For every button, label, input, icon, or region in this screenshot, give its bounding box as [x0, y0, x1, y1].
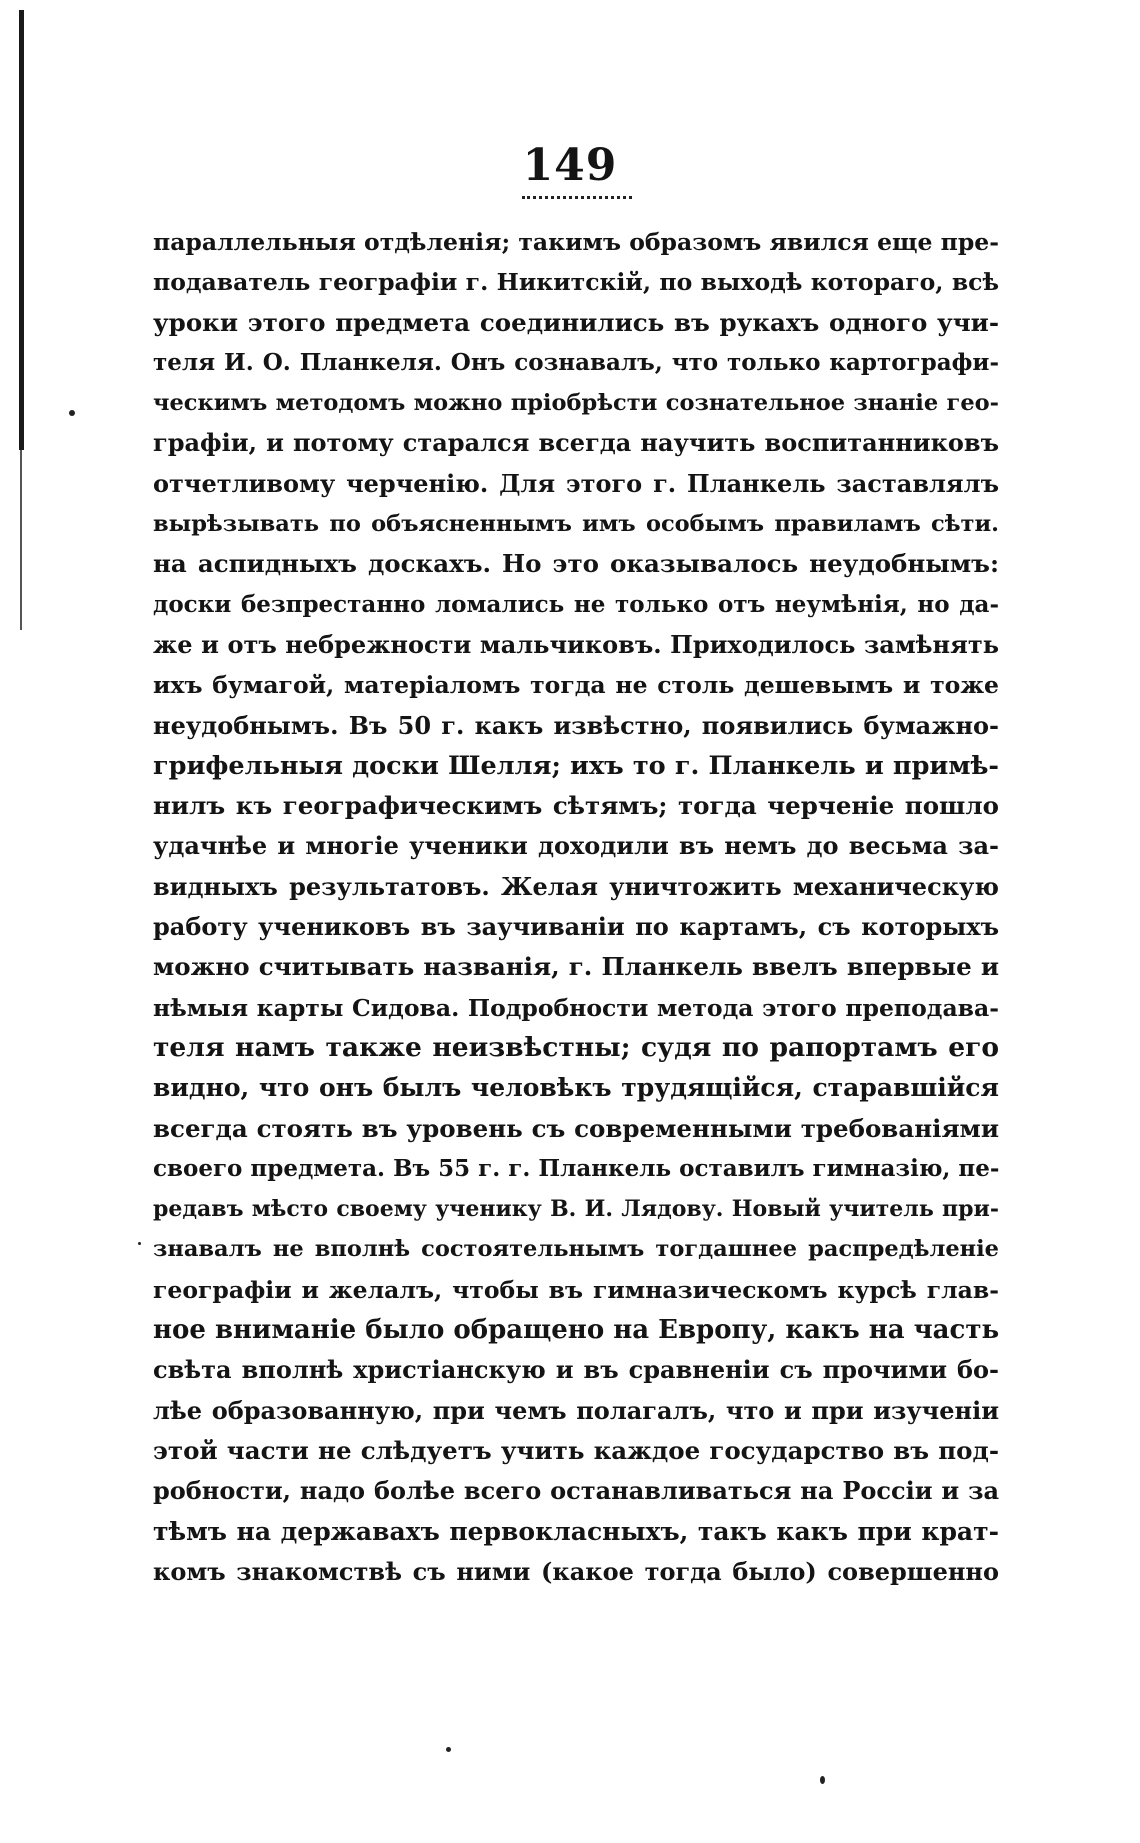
- text-line: вырѣзывать по объясненнымъ имъ особымъ правиламъ сѣти.: [153, 511, 999, 538]
- text-line: робности, надо болѣе всего останавливаться на Россіи и за: [153, 1476, 999, 1506]
- page-number: 149: [522, 140, 618, 191]
- text-line: параллельныя отдѣленія; такимъ образомъ явился еще пре-: [153, 228, 999, 256]
- text-line: редавъ мѣсто своему ученику В. И. Лядову. Новый учитель при-: [153, 1196, 999, 1223]
- ink-speck: [446, 1747, 451, 1752]
- text-line: ное вниманіе было обращено на Европу, какъ на часть: [153, 1315, 999, 1346]
- text-line: подаватель географіи г. Никитскій, по выходѣ котораго, всѣ: [153, 268, 999, 297]
- left-margin-rule: [19, 10, 24, 450]
- page-number-underline: [522, 196, 632, 199]
- text-line: нѣмыя карты Сидова. Подробности метода этого преподава-: [153, 993, 999, 1022]
- text-line: же и отъ небрежности мальчиковъ. Приходилось замѣнять: [153, 629, 999, 659]
- text-line: этой части не слѣдуетъ учить каждое государство въ под-: [153, 1435, 999, 1465]
- text-line: графіи, и потому старался всегда научить воспитанниковъ: [153, 428, 999, 458]
- text-line: неудобнымъ. Въ 50 г. какъ извѣстно, появились бумажно-: [153, 710, 999, 740]
- ink-speck: [69, 410, 75, 416]
- text-line: теля намъ также неизвѣстны; судя по рапортамъ его: [153, 1031, 999, 1063]
- text-line: отчетливому черченію. Для этого г. Планкель заставлялъ: [153, 468, 999, 498]
- text-line: видно, что онъ былъ человѣкъ трудящійся, старавшійся: [153, 1073, 999, 1103]
- text-line: на аспидныхъ доскахъ. Но это оказывалось неудобнымъ:: [153, 549, 999, 579]
- text-line: комъ знакомствѣ съ ними (какое тогда было) совершенно: [153, 1556, 999, 1586]
- text-line: ческимъ методомъ можно пріобрѣсти сознательное знаніе гео-: [153, 390, 999, 417]
- text-line: теля И. О. Планкеля. Онъ сознавалъ, что только картографи-: [153, 348, 999, 376]
- text-line: географіи и желалъ, чтобы въ гимназическомъ курсѣ глав-: [153, 1275, 999, 1304]
- text-line: своего предмета. Въ 55 г. г. Планкель оставилъ гимназію, пе-: [153, 1154, 999, 1182]
- text-line: удачнѣе и многіе ученики доходили въ немъ до весьма за-: [153, 831, 999, 861]
- body-text: [153, 222, 999, 1592]
- text-line: тѣмъ на державахъ первокласныхъ, такъ какъ при крат-: [153, 1516, 999, 1546]
- text-line: ихъ бумагой, матеріаломъ тогда не столь дешевымъ и тоже: [153, 671, 999, 700]
- text-line: грифельныя доски Шелля; ихъ то г. Планкель и примѣ-: [153, 750, 999, 781]
- text-line: нилъ къ географическимъ сѣтямъ; тогда черченіе пошло: [153, 791, 999, 821]
- text-line: работу учениковъ въ заучиваніи по картамъ, съ которыхъ: [153, 912, 999, 942]
- text-line: видныхъ результатовъ. Желая уничтожить механическую: [153, 871, 999, 901]
- text-line: лѣе образованную, при чемъ полагалъ, что и при изученіи: [153, 1395, 999, 1425]
- text-line: знавалъ не вполнѣ состоятельнымъ тогдашнее распредѣленіе: [153, 1236, 999, 1263]
- ink-speck: [138, 1242, 141, 1245]
- ink-speck: [820, 1776, 825, 1784]
- text-line: уроки этого предмета соединились въ рукахъ одного учи-: [153, 307, 999, 337]
- text-line: свѣта вполнѣ христіанскую и въ сравненіи съ прочими бо-: [153, 1355, 999, 1385]
- text-line: можно считывать названія, г. Планкель ввелъ впервые и: [153, 952, 999, 982]
- text-line: доски безпрестанно ломались не только отъ неумѣнія, но да-: [153, 590, 999, 618]
- left-margin-rule-faint: [20, 450, 22, 630]
- text-line: всегда стоять въ уровень съ современными требованіями: [153, 1113, 999, 1143]
